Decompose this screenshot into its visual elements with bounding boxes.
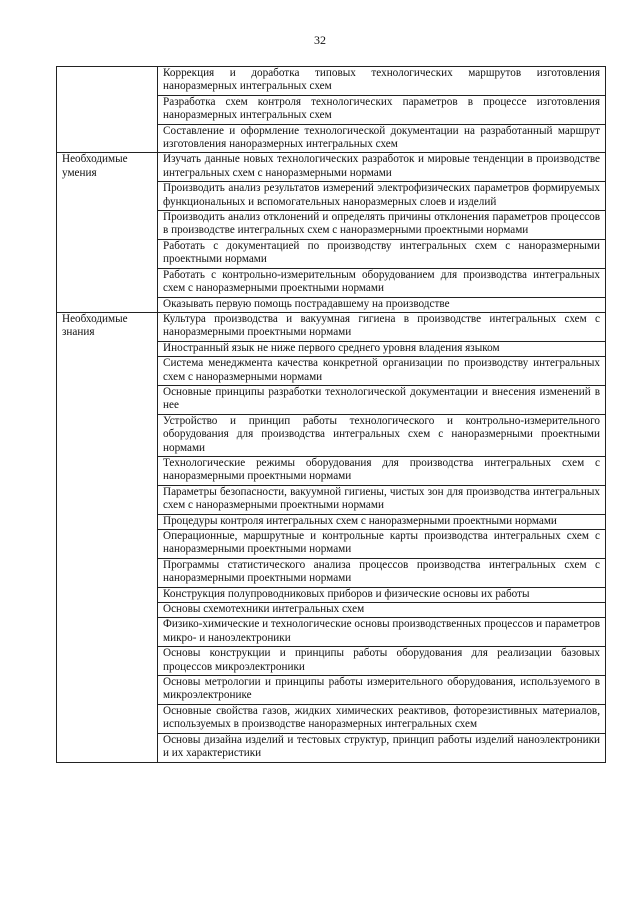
table-cell: Система менеджмента качества конкретной организации по производству интегральных схем с наноразмерными нормами — [158, 357, 606, 386]
table-cell: Физико-химические и технологические основы производственных процессов и параметров микро- и наноэлектроники — [158, 618, 606, 647]
table-row — [57, 153, 606, 182]
table-cell: Основы дизайна изделий и тестовых структур, принцип работы изделий наноэлектроники и их характеристики — [158, 733, 606, 762]
table-cell: Устройство и принцип работы технологического и контрольно-измерительного оборудования для производства интегральных схем с наноразмерными проектными нормами — [158, 414, 606, 456]
table-cell: Основы метрологии и принципы работы измерительного оборудования, используемого в микроэлектронике — [158, 676, 606, 705]
table-cell: Операционные, маршрутные и контрольные карты производства интегральных схем с наноразмерными проектными нормами — [158, 530, 606, 559]
table-row — [57, 312, 606, 341]
table-cell: Коррекция и доработка типовых технологических маршрутов изготовления наноразмерных интегральных схем — [158, 67, 606, 96]
table-row — [57, 67, 606, 96]
table-cell: Иностранный язык не ниже первого среднего уровня владения языком — [158, 341, 606, 356]
table-cell: Производить анализ отклонений и определять причины отклонения параметров процессов в производстве интегральных схем с наноразмерными проектными нормами — [158, 211, 606, 240]
table-cell: Основы схемотехники интегральных схем — [158, 603, 606, 618]
table-cell: Программы статистического анализа процессов производства интегральных схем с наноразмерными проектными нормами — [158, 558, 606, 587]
table-cell: Процедуры контроля интегральных схем с наноразмерными проектными нормами — [158, 514, 606, 529]
table-cell: Разработка схем контроля технологических параметров в процессе изготовления наноразмерных интегральных схем — [158, 95, 606, 124]
table-cell: Основные принципы разработки технологической документации и внесения изменений в нее — [158, 385, 606, 414]
table-cell: Производить анализ результатов измерений электрофизических параметров формируемых функциональных и вспомогательных наноразмерных слоев и изделий — [158, 182, 606, 211]
skills-label: Необходимые умения — [57, 153, 158, 312]
table-cell: Конструкция полупроводниковых приборов и физические основы их работы — [158, 587, 606, 602]
table-cell: Работать с документацией по производству интегральных схем с наноразмерными проектными нормами — [158, 239, 606, 268]
table-cell: Основные свойства газов, жидких химических реактивов, фоторезистивных материалов, используемых в производстве наноразмерных интегральных схем — [158, 704, 606, 733]
table-cell: Культура производства и вакуумная гигиена в производстве интегральных схем с наноразмерными проектными нормами — [158, 312, 606, 341]
table-cell: Параметры безопасности, вакуумной гигиены, чистых зон для производства интегральных схем с наноразмерными проектными нормами — [158, 485, 606, 514]
page-number: 32 — [314, 33, 326, 47]
knowledge-label: Необходимые знания — [57, 312, 158, 762]
table-cell: Основы конструкции и принципы работы оборудования для реализации базовых процессов микроэлектроники — [158, 647, 606, 676]
table-cell: Изучать данные новых технологических разработок и мировые тенденции в производстве интегральных схем с наноразмерными нормами — [158, 153, 606, 182]
table-cell: Работать с контрольно-измерительным оборудованием для производства интегральных схем с наноразмерными проектными нормами — [158, 268, 606, 297]
requirements-table — [56, 66, 606, 763]
table-cell: Составление и оформление технологической документации на разработанный маршрут изготовления наноразмерных интегральных схем — [158, 124, 606, 153]
table-cell: Технологические режимы оборудования для производства интегральных схем с наноразмерными проектными нормами — [158, 456, 606, 485]
empty-label-cell — [57, 67, 158, 153]
table-cell: Оказывать первую помощь пострадавшему на производстве — [158, 297, 606, 312]
